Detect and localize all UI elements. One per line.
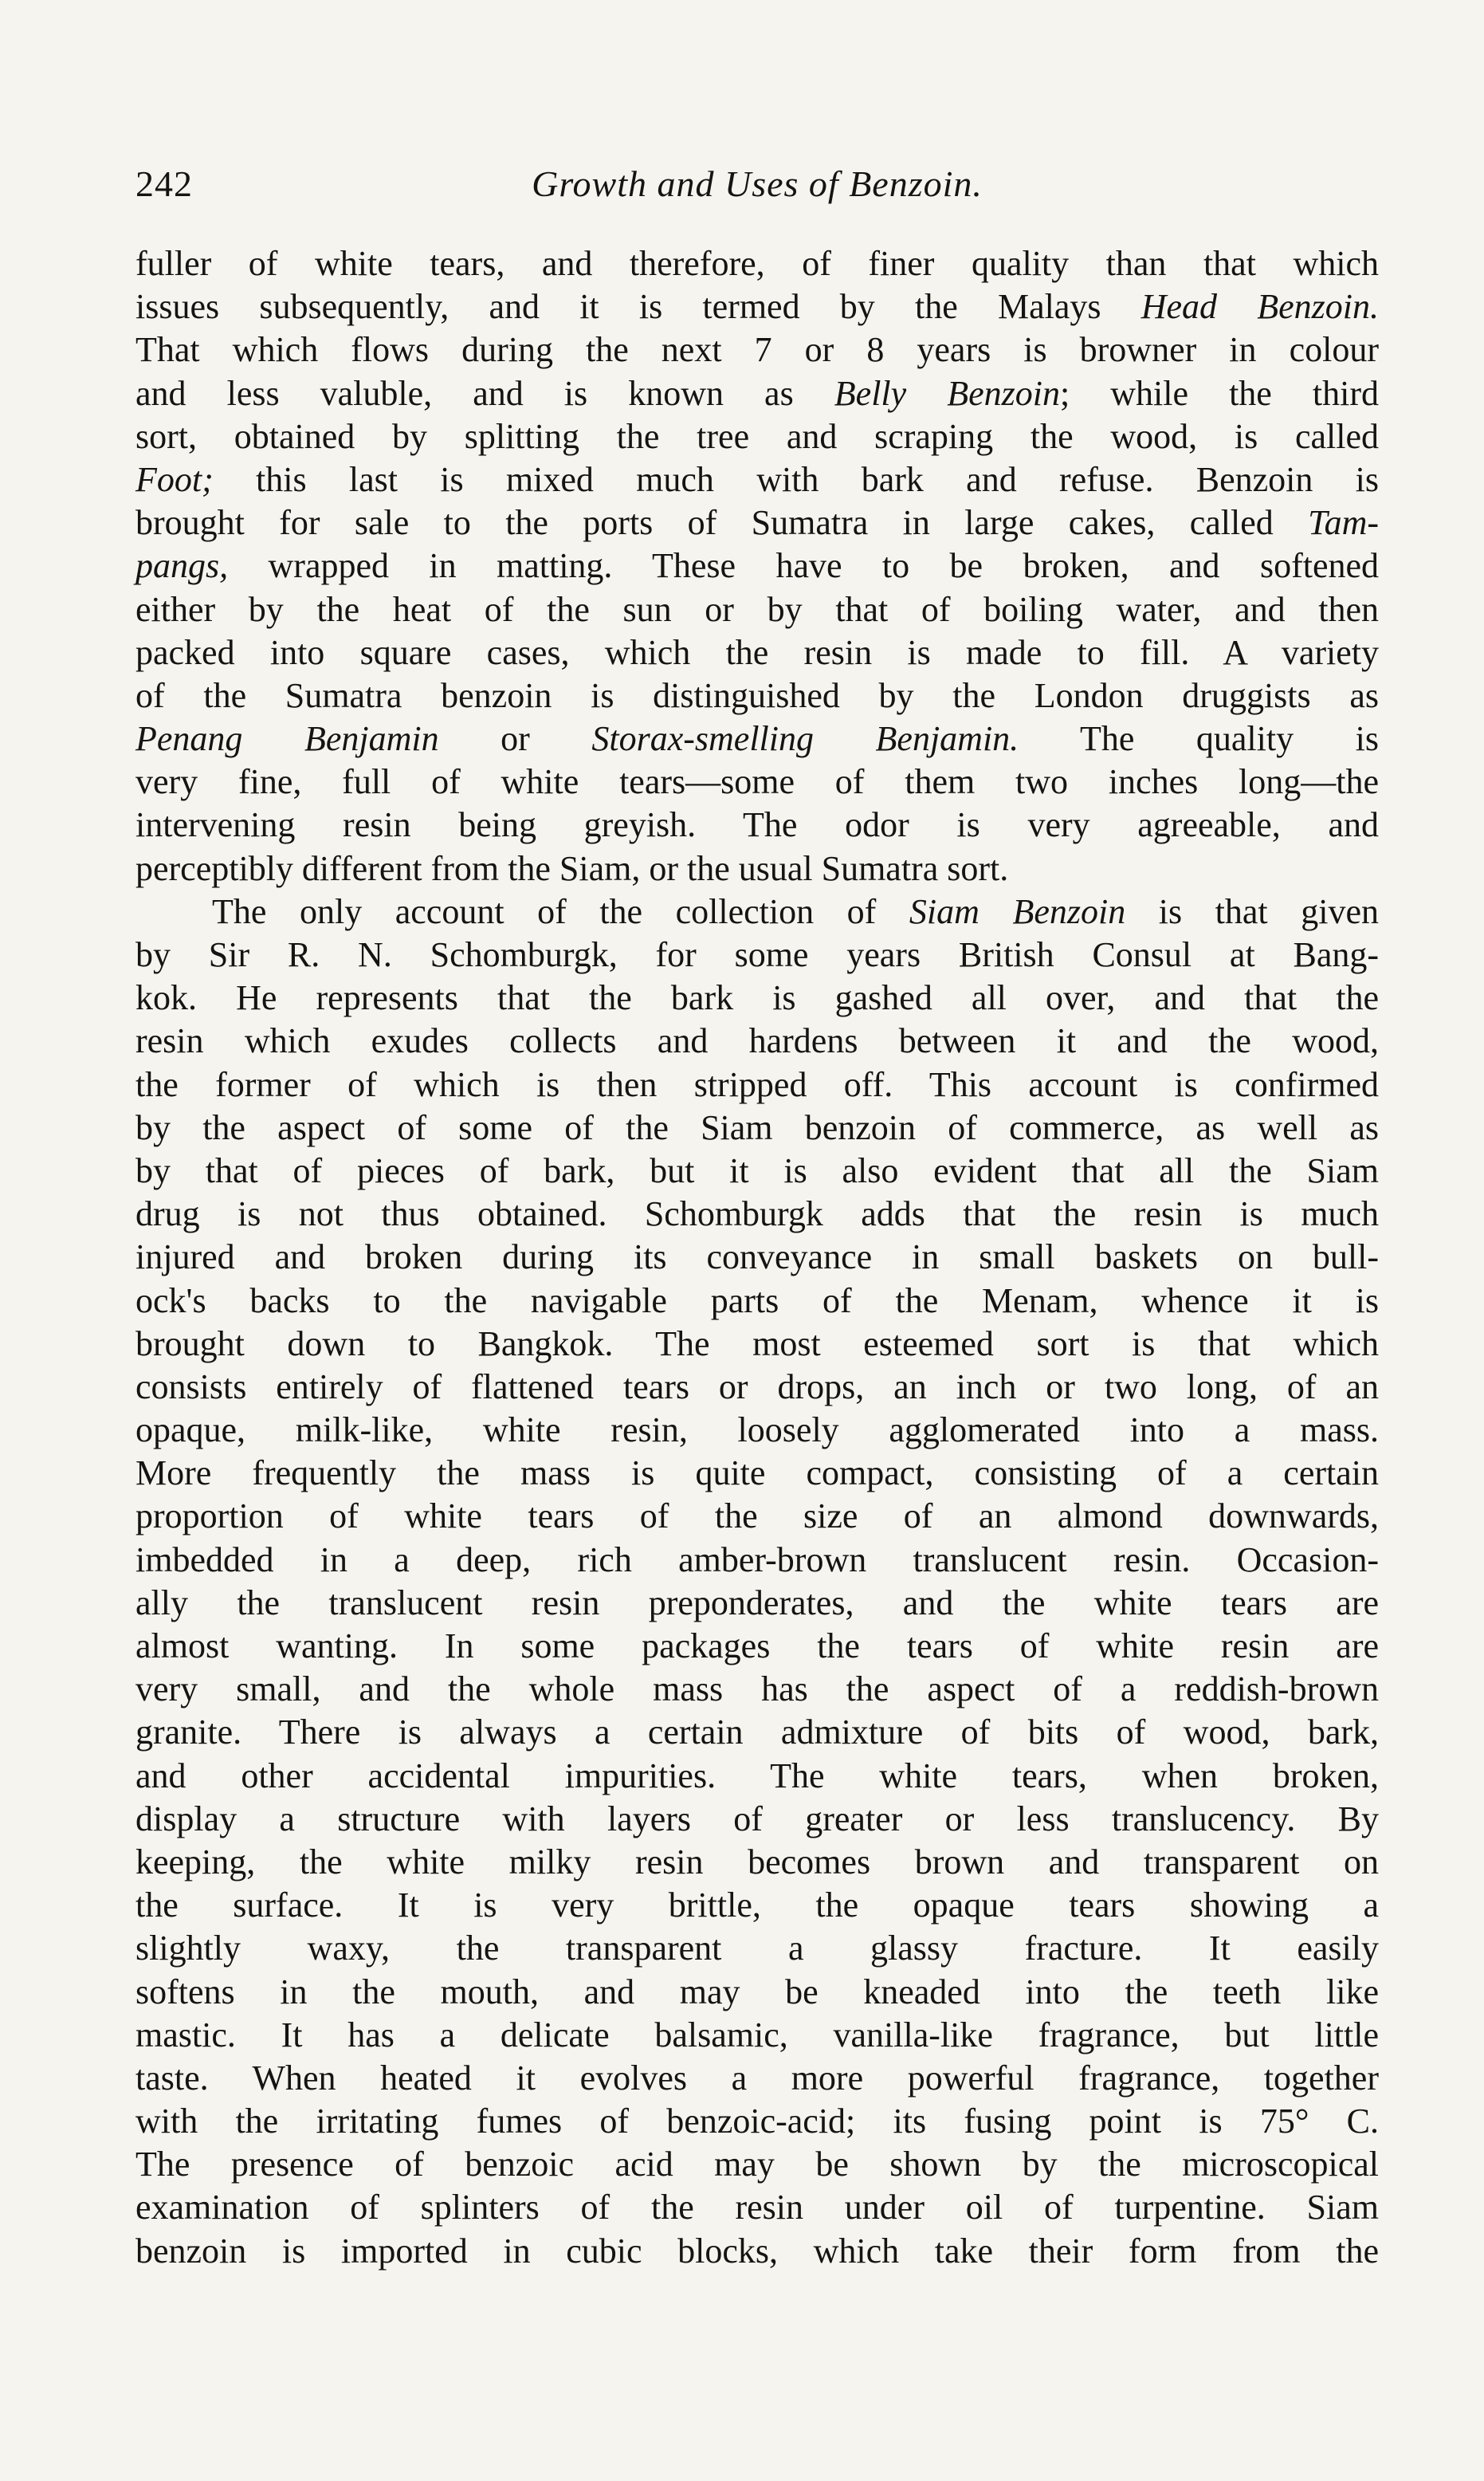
text-line [135,1236,1379,1279]
italic-phrase: Head Benzoin. [1140,287,1379,327]
book-page [135,156,1379,2273]
line-text: is that given [1125,891,1379,931]
italic-phrase: Siam Benzoin [909,891,1126,931]
text-line [135,2014,1379,2057]
text-line [135,631,1379,674]
line-text: with the irritating fumes of benzoic-acid; its fusing point is 75° C. [135,2102,1379,2141]
text-line [135,372,1379,415]
text-line [135,415,1379,458]
text-line [135,977,1379,1020]
line-text: The quality is [1019,719,1380,759]
line-text: brought for sale to the ports of Sumatra in large cakes, called [135,503,1309,543]
text-line [135,2230,1379,2273]
line-text: of the Sumatra benzoin is distinguished by the London druggists as [135,675,1379,715]
text-line [135,1409,1379,1452]
text-line [135,285,1379,328]
text-line [135,1064,1379,1107]
line-text: mastic. It has a delicate balsamic, vanilla-like fragrance, but little [135,2015,1379,2054]
text-line [135,1927,1379,1970]
text-line [135,1711,1379,1754]
text-line [135,1755,1379,1798]
line-text: keeping, the white milky resin becomes brown and transparent on [135,1842,1379,1881]
line-text: almost wanting. In some packages the tears of white resin are [135,1626,1379,1665]
line-text: the surface. It is very brittle, the opaque tears showing a [135,1885,1379,1925]
text-line [135,1841,1379,1884]
text-line [135,2143,1379,2186]
line-text: proportion of white tears of the size of an almond downwards, [135,1496,1379,1536]
text-line [135,674,1379,718]
line-text: packed into square cases, which the resin is made to fill. A variety [135,632,1379,672]
italic-phrase: Tam- [1308,503,1379,543]
page-header [135,156,1379,215]
text-line [135,1452,1379,1495]
line-text: resin which exudes collects and hardens between it and the wood, [135,1021,1379,1061]
line-text: issues subsequently, and it is termed by the Malays [135,287,1141,327]
text-line [135,1366,1379,1409]
text-line [135,934,1379,977]
text-line [135,1323,1379,1366]
line-text: The presence of benzoic acid may be shown by the microscopical [135,2145,1379,2184]
line-text: wrapped in matting. These have to be broken, and softened [228,546,1379,586]
line-text: the former of which is then stripped off. This account is confirmed [135,1064,1379,1104]
page-number: 242 [135,163,193,204]
line-text: ; while the third [1059,373,1380,413]
line-text: examination of splinters of the resin under oil of turpentine. Siam [135,2188,1379,2227]
line-text: opaque, milk-like, white resin, loosely agglomerated into a mass. [135,1410,1379,1450]
body-text [135,242,1379,2273]
line-text: and less valuble, and is known as [135,373,834,413]
line-text: or [438,719,592,759]
line-text: very small, and the whole mass has the aspect of a reddish-brown [135,1669,1379,1709]
line-text: display a structure with layers of greater or less translucency. By [135,1799,1379,1838]
line-text: by the aspect of some of the Siam benzoin of commerce, as well as [135,1107,1379,1147]
line-text: sort, obtained by splitting the tree and scraping the wood, is called [135,416,1379,456]
line-text: injured and broken during its conveyance in small baskets on bull- [135,1237,1379,1277]
text-line [135,1020,1379,1063]
text-line [135,1495,1379,1538]
line-text: and other accidental impurities. The white tears, when broken, [135,1756,1379,1795]
text-line [135,1798,1379,1841]
line-text: intervening resin being greyish. The odor is very agreeable, and [135,805,1379,845]
text-line [135,2057,1379,2100]
line-text: brought down to Bangkok. The most esteemed sort is that which [135,1323,1379,1363]
line-text: taste. When heated it evolves a more powerful fragrance, together [135,2058,1379,2098]
text-line [135,545,1379,588]
line-text: imbedded in a deep, rich amber-brown translucent resin. Occasion- [135,1539,1379,1579]
italic-phrase: Foot; [135,459,214,499]
text-line [135,761,1379,804]
text-line [135,1107,1379,1150]
text-line [135,1193,1379,1236]
line-text: by Sir R. N. Schomburgk, for some years British Consul at Bang- [135,935,1379,974]
text-line [135,328,1379,372]
line-text: slightly waxy, the transparent a glassy fracture. It easily [135,1929,1379,1968]
italic-phrase: pangs, [135,546,229,586]
text-line [135,2186,1379,2229]
text-line [135,1884,1379,1927]
line-text: granite. There is always a certain admixture of bits of wood, bark, [135,1712,1379,1752]
text-line [135,242,1379,285]
italic-phrase: Belly Benzoin [834,373,1060,413]
italic-phrase: Penang Benjamin [135,719,439,759]
text-line [135,1668,1379,1711]
line-text: this last is mixed much with bark and refuse. Benzoin is [213,459,1379,499]
text-line [135,2100,1379,2143]
text-line [135,588,1379,631]
line-text: ally the translucent resin preponderates, and the white tears are [135,1583,1379,1622]
text-line [135,718,1379,761]
text-line [135,1150,1379,1193]
text-line [135,1971,1379,2014]
line-text: drug is not thus obtained. Schomburgk adds that the resin is much [135,1194,1379,1234]
line-text: softens in the mouth, and may be kneaded into the teeth like [135,1972,1379,2011]
text-line [135,891,1379,934]
italic-phrase: Storax-smelling Benjamin. [591,719,1019,759]
text-line [135,847,1379,891]
text-line [135,501,1379,545]
line-text: The only account of the collection of [212,891,909,931]
text-line [135,1582,1379,1625]
line-text: benzoin is imported in cubic blocks, which take their form from the [135,2231,1379,2271]
line-text: perceptibly different from the Siam, or the usual Sumatra sort. [135,848,1009,888]
line-text: That which flows during the next 7 or 8 years is browner in colour [135,330,1379,370]
text-line [135,804,1379,847]
text-line [135,1539,1379,1582]
text-line [135,458,1379,501]
line-text: by that of pieces of bark, but it is also evident that all the Siam [135,1150,1379,1190]
line-text: consists entirely of flattened tears or drops, an inch or two long, of an [135,1366,1379,1406]
running-title: Growth and Uses of Benzoin. [532,163,983,204]
line-text: very fine, full of white tears—some of them two inches long—the [135,762,1379,802]
line-text: either by the heat of the sun or by that of boiling water, and then [135,589,1379,629]
line-text: fuller of white tears, and therefore, of finer quality than that which [135,244,1379,283]
text-line [135,1280,1379,1323]
line-text: ock's backs to the navigable parts of the Menam, whence it is [135,1280,1379,1320]
line-text: More frequently the mass is quite compact, consisting of a certain [135,1453,1379,1493]
line-text: kok. He represents that the bark is gashed all over, and that the [135,978,1379,1018]
text-line [135,1625,1379,1668]
